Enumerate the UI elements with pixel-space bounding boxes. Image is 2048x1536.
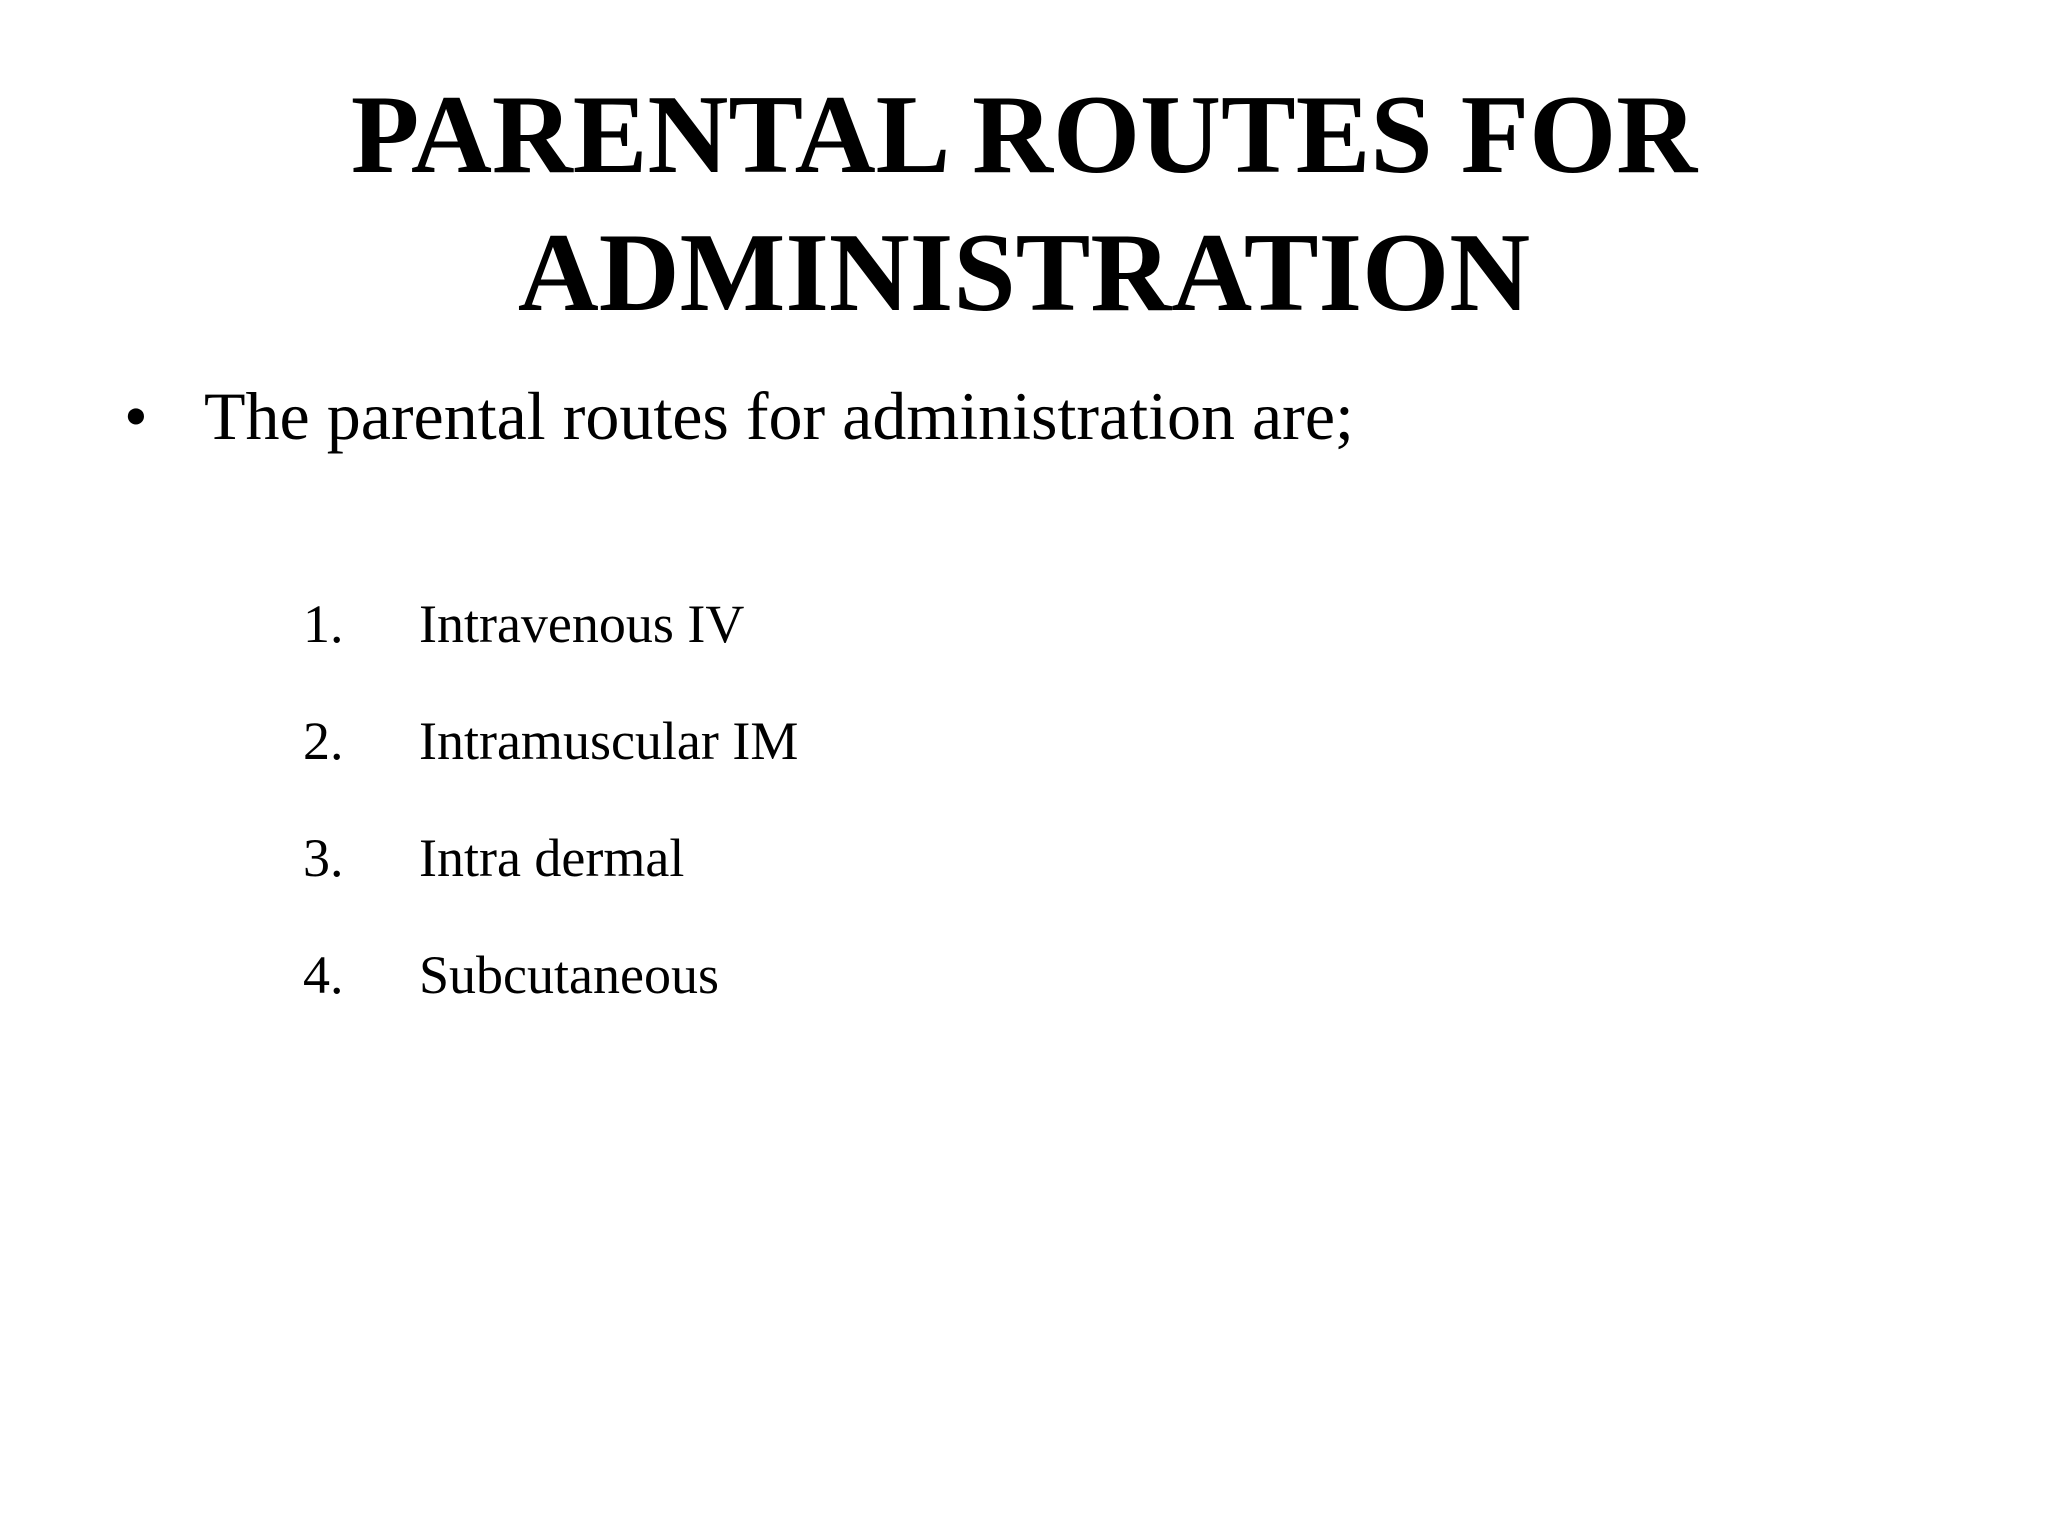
list-item-label: Intravenous IV: [419, 594, 745, 654]
list-item-number: 3.: [303, 828, 344, 888]
list-item-label: Intra dermal: [419, 828, 685, 888]
routes-list: [303, 582, 798, 1050]
bullet-icon: •: [124, 378, 148, 454]
list-item: [303, 933, 798, 1050]
bullet-text: The parental routes for administration are;: [204, 378, 1354, 454]
title-line-1: PARENTAL ROUTES FOR: [350, 73, 1698, 197]
list-item: [303, 816, 798, 933]
list-item: [303, 582, 798, 699]
list-item: [303, 699, 798, 816]
list-item-number: 1.: [303, 594, 344, 654]
title-line-2: ADMINISTRATION: [517, 211, 1531, 335]
slide-title: [0, 66, 2048, 342]
list-item-label: Intramuscular IM: [419, 711, 799, 771]
bullet-point: [124, 374, 1354, 458]
list-item-number: 4.: [303, 945, 344, 1005]
list-item-number: 2.: [303, 711, 344, 771]
list-item-label: Subcutaneous: [419, 945, 719, 1005]
